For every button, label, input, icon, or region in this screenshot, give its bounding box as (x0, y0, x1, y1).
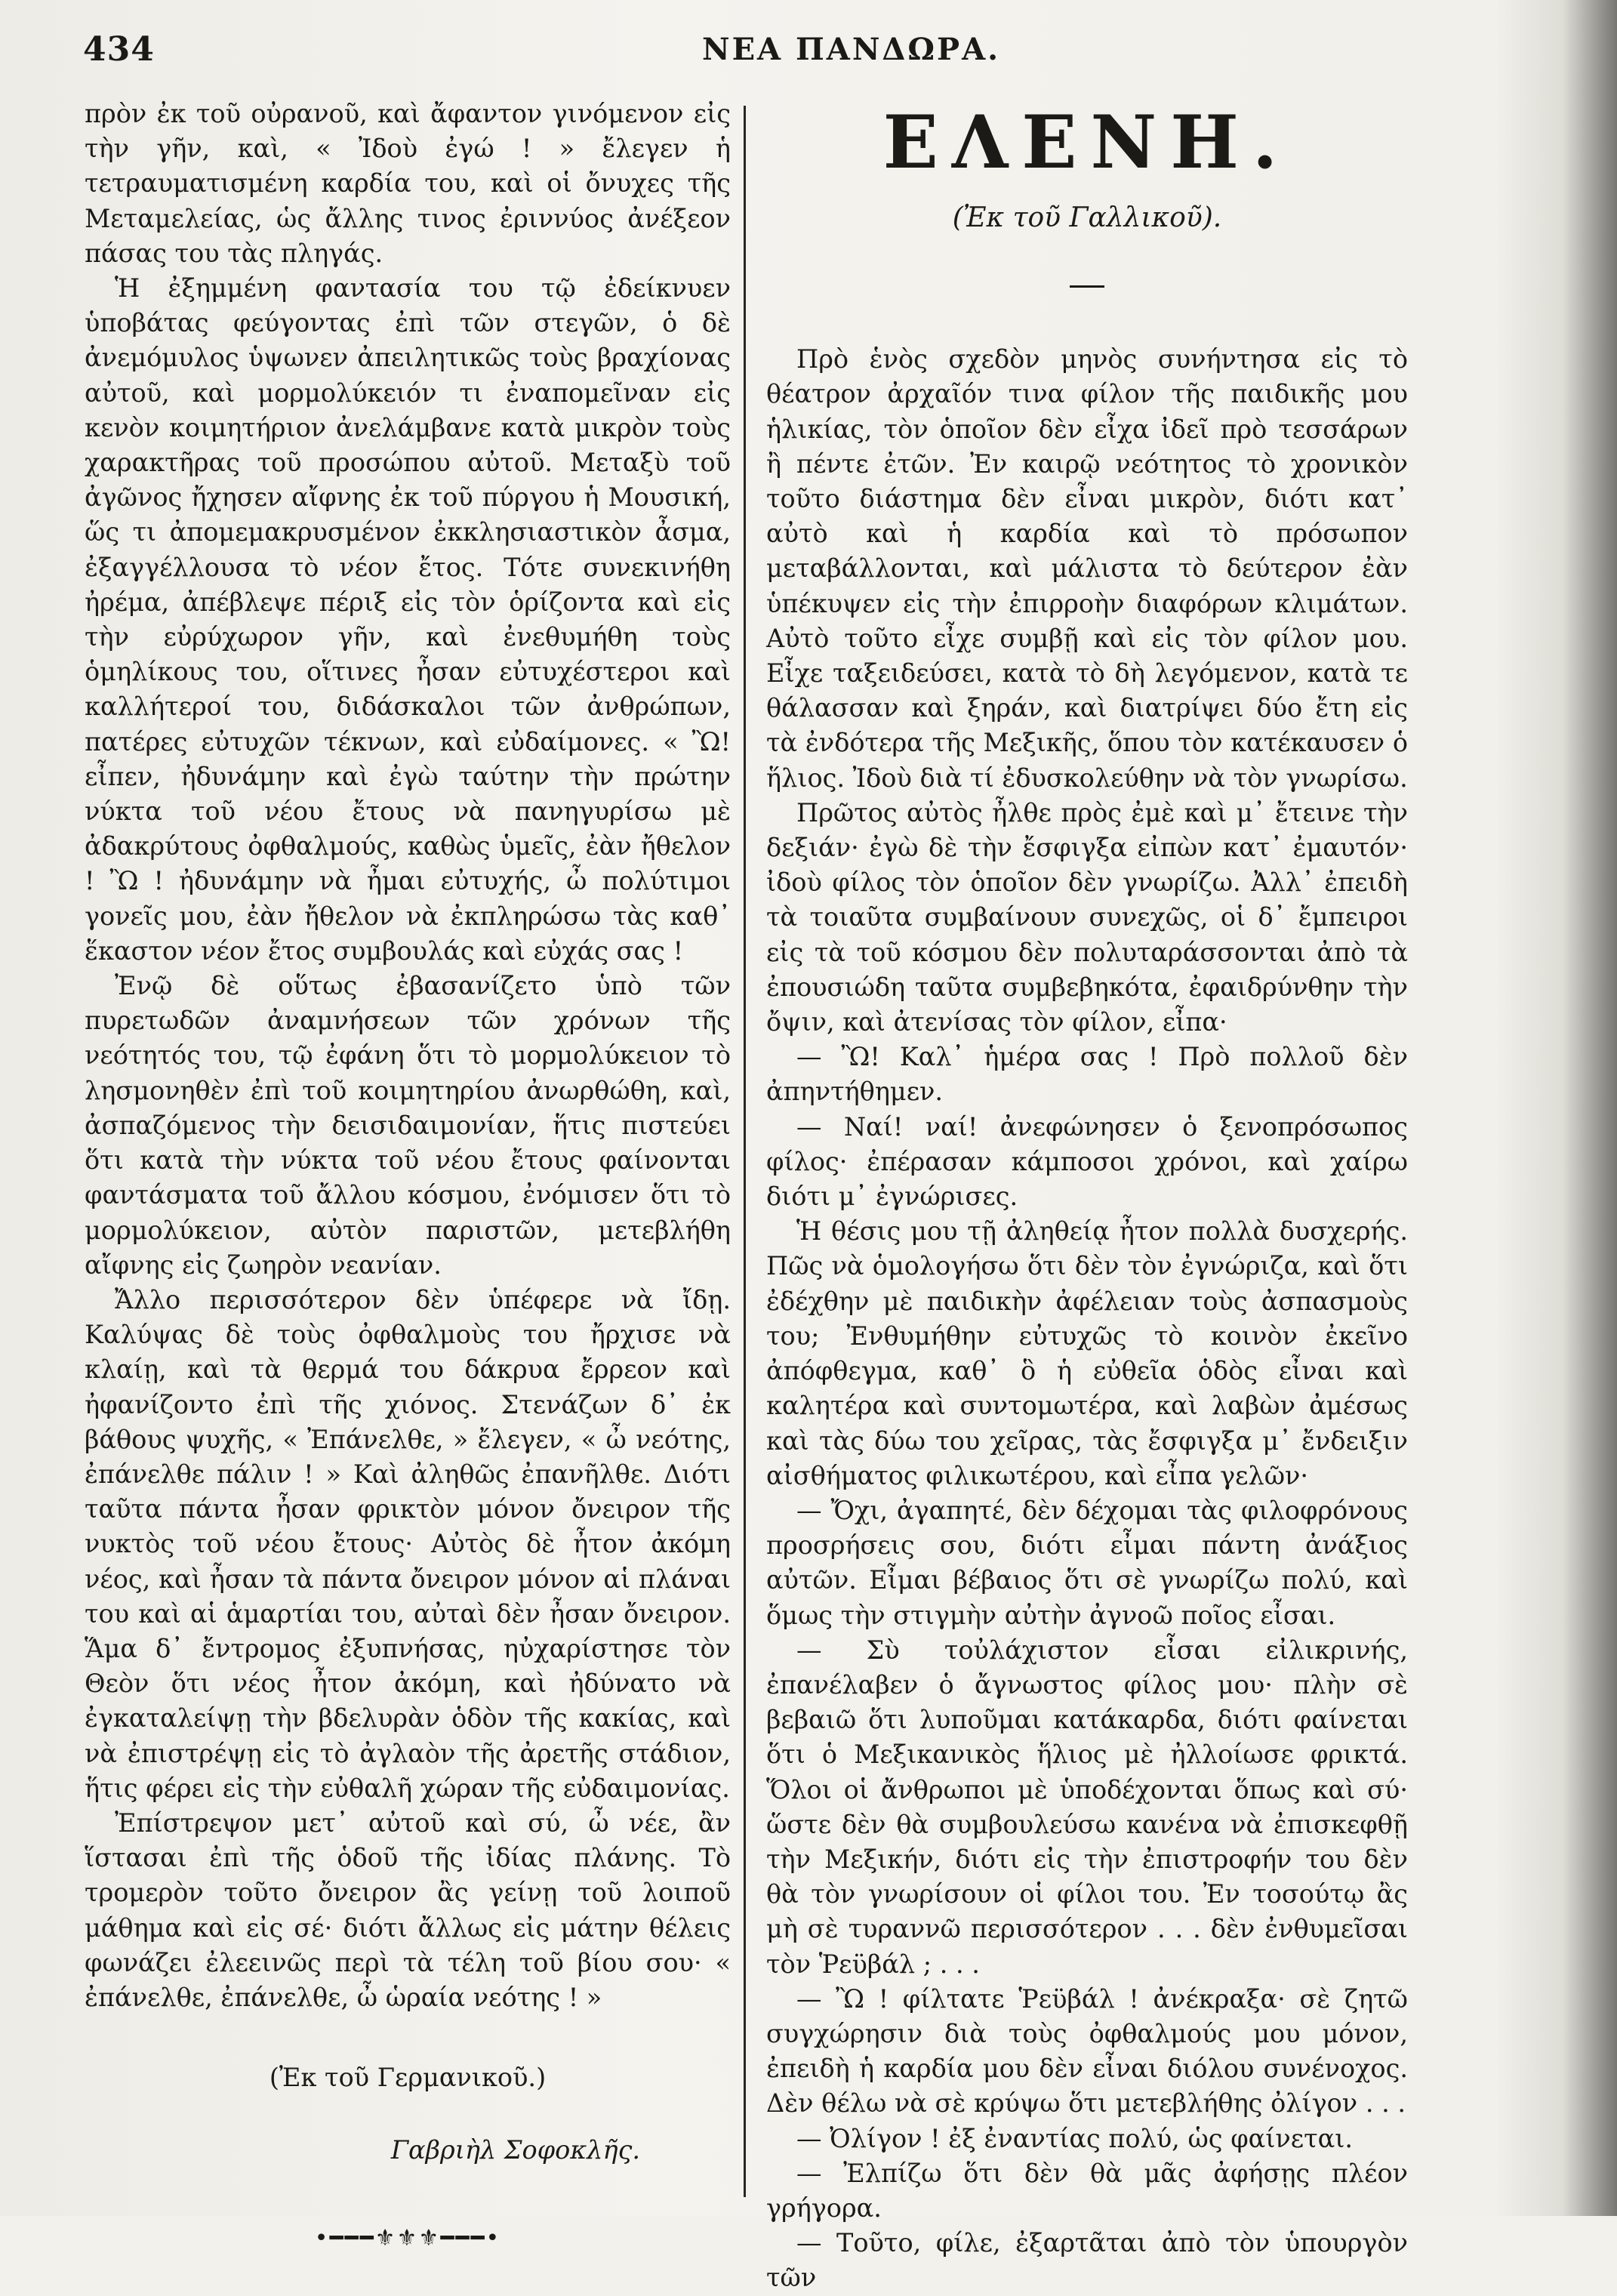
page-number: 434 (83, 30, 155, 69)
dialogue-line: — Ὀλίγον ! ἐξ ἐναντίας πολύ, ὡς φαίνεται. (796, 2123, 1354, 2153)
paragraph: Ἐνῷ δὲ οὕτως ἐβασανίζετο ὑπὸ τῶν πυρετωδῶν ἀναμνήσεων τῶν χρόνων τῆς νεότητός του, τῷ ἐφάνη ὅτι τὸ μορμολύκειον τὸ λησμονηθὲν ἐπὶ τοῦ κοιμητηρίου ἀνωρθώθη, καὶ, ἀσπαζόμενος τὴν δεισιδαιμονίαν, ἥτις πιστεύει ὅτι κατὰ τὴν νύκτα τοῦ νέου ἔτους φαίνονται φαντάσματα τοῦ ἄλλου κόσμου, ἐνόμισεν ὅτι τὸ μορμολύκειον, αὐτὸν παριστῶν, μετεβλήθη αἴφνης εἰς ζωηρὸν νεανίαν. (85, 971, 731, 1280)
article-title: ΕΛΕΝΗ. (882, 100, 1292, 185)
column-divider (744, 106, 746, 2197)
paragraph: Ἡ θέσις μου τῇ ἀληθείᾳ ἦτον πολλὰ δυσχερής. Πῶς νὰ ὁμολογήσω ὅτι δὲν τὸν ἐγνώριζα, καὶ ὅτι ἐδέχθην μὲ παιδικὴν ἀφέλειαν τοὺς ἀσπασμοὺς του; Ἐνθυμήθην εὐτυχῶς τὸ κοινὸν ἐκεῖνο ἀπόφθεγμα, καθ᾽ ὃ ἡ εὐθεῖα ὁδὸς εἶναι καὶ καλητέρα καὶ συντομωτέρα, καὶ λαβὼν ἀμέσως καὶ τὰς δύω του χεῖρας, τὰς ἔσφιγξα μ᾽ ἔνδειξιν αἰσθήματος φιλικωτέρου, καὶ εἶπα γελῶν· (766, 1216, 1408, 1490)
dialogue-line: — Τοῦτο, φίλε, ἐξαρτᾶται ἀπὸ τὸν ὑπουργὸν τῶν (766, 2228, 1408, 2293)
left-column (85, 97, 731, 2256)
dialogue-line: — Ὢ! Καλ᾽ ἡμέρα σας ! Πρὸ πολλοῦ δὲν ἀπηντήθημεν. (766, 1042, 1408, 1107)
paragraph: Ἄλλο περισσότερον δὲν ὑπέφερε νὰ ἴδῃ. Καλύψας δὲ τοὺς ὀφθαλμοὺς του ἤρχισε νὰ κλαίῃ, καὶ τὰ θερμά του δάκρυα ἔρρεον καὶ ἠφανίζοντο ἐπὶ τῆς χιόνος. Στενάζων δ᾽ ἐκ βάθους ψυχῆς, « Ἐπάνελθε, » ἔλεγεν, « ὦ νεότης, ἐπάνελθε πάλιν ! » Καὶ ἀληθῶς ἐπανῆλθε. Διότι ταῦτα πάντα ἦσαν φρικτὸν μόνον ὄνειρον τῆς νυκτὸς τοῦ νέου ἔτους· Αὐτὸς δὲ ἦτον ἀκόμη νέος, καὶ ἦσαν τὰ πάντα ὄνειρον μόνον αἱ πλάναι του καὶ αἱ ἁμαρτίαι του, αὐταὶ δὲν ἦσαν ὄνειρον. Ἅμα δ᾽ ἔντρομος ἐξυπνήσας, ηὐχαρίστησε τὸν Θεὸν ὅτι νέος ἦτον ἀκόμη, καὶ ἠδύνατο νὰ ἐγκαταλείψῃ τὴν βδελυρὰν ὁδὸν τῆς κακίας, καὶ νὰ ἐπιστρέψῃ εἰς τὸ ἀγλαὸν τῆς ἀρετῆς στάδιον, ἥτις φέρει εἰς τὴν εὐθαλῆ χώραν τῆς εὐδαιμονίας. (85, 1284, 731, 1803)
dialogue-line: — Ὄχι, ἀγαπητέ, δὲν δέχομαι τὰς φιλοφρόνους προσρήσεις σου, διότι εἶμαι πάντη ἀνάξιος αὐτῶν. Εἶμαι βέβαιος ὅτι σὲ γνωρίζω πολύ, καὶ ὅμως τὴν στιγμὴν αὐτὴν ἀγνοῶ ποῖος εἶσαι. (766, 1495, 1408, 1630)
article-source: (Ἐκ τοῦ Γαλλικοῦ). (952, 202, 1222, 233)
running-title: ΝΕΑ ΠΑΝΔΩΡΑ. (702, 32, 1001, 67)
page-header (83, 30, 1412, 76)
title-rule (1070, 285, 1104, 288)
paragraph: πρὸν ἐκ τοῦ οὐρανοῦ, καὶ ἄφαντον γινόμενον εἰς τὴν γῆν, καὶ, « Ἰδοὺ ἐγώ ! » ἔλεγεν ἡ τετραυματισμένη καρδία του, καὶ οἱ ὄνυχες τῆς Μεταμελείας, ὡς ἄλλης τινος ἐριννύος ἀνέξεον πάσας του τὰς πληγάς. (85, 99, 731, 268)
paragraph: Πρῶτος αὐτὸς ἦλθε πρὸς ἐμὲ καὶ μ᾽ ἔτεινε τὴν δεξιάν· ἐγὼ δὲ τὴν ἔσφιγξα εἰπὼν κατ᾽ ἐμαυτόν· ἰδοὺ φίλος τὸν ὁποῖον δὲν γνωρίζω. Ἀλλ᾽ ἐπειδὴ τὰ τοιαῦτα συμβαίνουν συνεχῶς, οἱ δ᾽ ἔμπειροι εἰς τὰ τοῦ κόσμου δὲν πολυταράσσονται ἀπὸ τὰ ἐπουσιώδη ταῦτα συμβεβηκότα, ἐφαιδρύνθην τὴν ὄψιν, καὶ ἀτενίσας τὸν φίλον, εἶπα· (766, 797, 1408, 1037)
dialogue-line: — Ἐλπίζω ὅτι δὲν θὰ μᾶς ἀφήσῃς πλέον γρήγορα. (766, 2158, 1408, 2223)
paragraph: Ἡ ἐξημμένη φαντασία του τῷ ἐδείκνυεν ὑποβάτας φεύγοντας ἐπὶ τῶν στεγῶν, ὁ δὲ ἀνεμόμυλος ὑψωνεν ἀπειλητικῶς τοὺς βραχίονας αὐτοῦ, καὶ μορμολύκειόν τι ἐναπομεῖναν εἰς κενὸν κοιμητήριον ἀνελάμβανε κατὰ μικρὸν τοὺς χαρακτῆρας τοῦ προσώπου αὐτοῦ. Μεταξὺ τοῦ ἀγῶνος ἤχησεν αἴφνης ἐκ τοῦ πύργου ἡ Μουσική, ὥς τι ἀπομεμακρυσμένον ἐκκλησιαστικὸν ἆσμα, ἐξαγγέλλουσα τὸ νέον ἔτος. Τότε συνεκινήθη ἠρέμα, ἀπέβλεψε πέριξ εἰς τὸν ὁρίζοντα καὶ εἰς τὴν εὐρύχωρον γῆν, καὶ ἐνεθυμήθη τοὺς ὁμηλίκους του, οἵτινες ἦσαν εὐτυχέστεροι καὶ καλλήτεροί του, διδάσκαλοι τῶν ἀνθρώπων, πατέρες εὐτυχῶν τέκνων, καὶ εὐδαίμονες. « Ὢ! εἶπεν, ἠδυνάμην καὶ ἐγὼ ταύτην τὴν πρώτην νύκτα τοῦ νέου ἔτους νὰ πανηγυρίσω μὲ ἀδακρύτους ὀφθαλμούς, καθὼς ὑμεῖς, ἐὰν ἤθελον ! Ὢ ! ἠδυνάμην νὰ ἦμαι εὐτυχής, ὦ πολύτιμοι γονεῖς μου, ἐὰν ἤθελον νὰ ἐκπληρώσω τὰς καθ᾽ ἕκαστον νέον ἔτος συμβουλάς καὶ εὐχάς σας ! (85, 273, 731, 966)
binding-shadow (1496, 0, 1617, 2216)
section-ornament: •━━━⚜⚜⚜━━━• (314, 2224, 501, 2251)
author-signature: Γαβριὴλ Σοφοκλῆς. (390, 2135, 640, 2165)
right-column (766, 97, 1408, 2296)
dialogue-line: — Ὢ ! φίλτατε Ῥεϋβάλ ! ἀνέκραξα· σὲ ζητῶ συγχώρησιν διὰ τοὺς ὀφθαλμούς μου μόνον, ἐπειδὴ ἡ καρδία μου δὲν εἶναι διόλου συνένοχος. Δὲν θέλω νὰ σὲ κρύψω ὅτι μετεβλήθης ὀλίγον . . . (766, 1983, 1408, 2119)
dialogue-line: — Ναί! ναί! ἀνεφώνησεν ὁ ξενοπρόσωπος φίλος· ἐπέρασαν κάμποσοι χρόνοι, καὶ χαίρω διότι μ᾽ ἐγνώρισες. (766, 1111, 1408, 1212)
translation-source: (Ἐκ τοῦ Γερμανικοῦ.) (269, 2063, 547, 2093)
paragraph: Πρὸ ἑνὸς σχεδὸν μηνὸς συνήντησα εἰς τὸ θέατρον ἀρχαῖόν τινα φίλον τῆς παιδικῆς μου ἡλικίας, τὸν ὁποῖον δὲν εἶχα ἰδεῖ πρὸ τεσσάρων ἢ πέντε ἐτῶν. Ἐν καιρῷ νεότητος τὸ χρονικὸν τοῦτο διάστημα δὲν εἶναι μικρὸν, διότι κατ᾽ αὐτὸ καὶ ἡ καρδία καὶ τὸ πρόσωπον μεταβάλλονται, καὶ μάλιστα τὸ δεύτερον ἐὰν ὑπέκυψεν εἰς τὴν ἐπιρροὴν διαφόρων κλιμάτων. Αὐτὸ τοῦτο εἶχε συμβῇ καὶ εἰς τὸν φίλον μου. Εἶχε ταξειδεύσει, κατὰ τὸ δὴ λεγόμενον, κατὰ τε θάλασσαν καὶ ξηράν, καὶ διατρίψει δύο ἔτη εἰς τὰ ἐνδότερα τῆς Μεξικῆς, ὅπου τὸν κατέκαυσεν ὁ ἥλιος. Ἰδοὺ διὰ τί ἐδυσκολεύθην νὰ τὸν γνωρίσω. (766, 344, 1408, 793)
paragraph: Ἐπίστρεψον μετ᾽ αὐτοῦ καὶ σύ, ὦ νέε, ἂν ἵστασαι ἐπὶ τῆς ὁδοῦ τῆς ἰδίας πλάνης. Τὸ τρομερὸν τοῦτο ὄνειρον ἂς γείνῃ τοῦ λοιποῦ μάθημα καὶ εἰς σέ· διότι ἄλλως εἰς μάτην θέλεις φωνάζει ἐλεεινῶς περὶ τὰ τέλη τοῦ βίου σου· « ἐπάνελθε, ἐπάνελθε, ὦ ὡραία νεότης ! » (85, 1808, 731, 2012)
dialogue-line: — Σὺ τοὐλάχιστον εἶσαι εἰλικρινής, ἐπανέλαβεν ὁ ἄγνωστος φίλος μου· πλὴν σὲ βεβαιῶ ὅτι λυποῦμαι κατάκαρδα, διότι φαίνεται ὅτι ὁ Μεξικανικὸς ἥλιος μὲ ἠλλοίωσε φρικτά. Ὅλοι οἱ ἄνθρωποι μὲ ὑποδέχονται ὅπως καὶ σύ· ὥστε δὲν θὰ συμβουλεύσω κανένα νὰ ἐπισκεφθῇ τὴν Μεξικήν, διότι εἰς τὴν ἐπιστροφήν του δὲν θὰ τὸν γνωρίσουν οἱ φίλοι του. Ἐν τοσούτῳ ἂς μὴ σὲ τυραννῶ περισσότερον . . . δὲν ἐνθυμεῖσαι τὸν Ῥεϋβάλ ; . . . (766, 1635, 1408, 1979)
